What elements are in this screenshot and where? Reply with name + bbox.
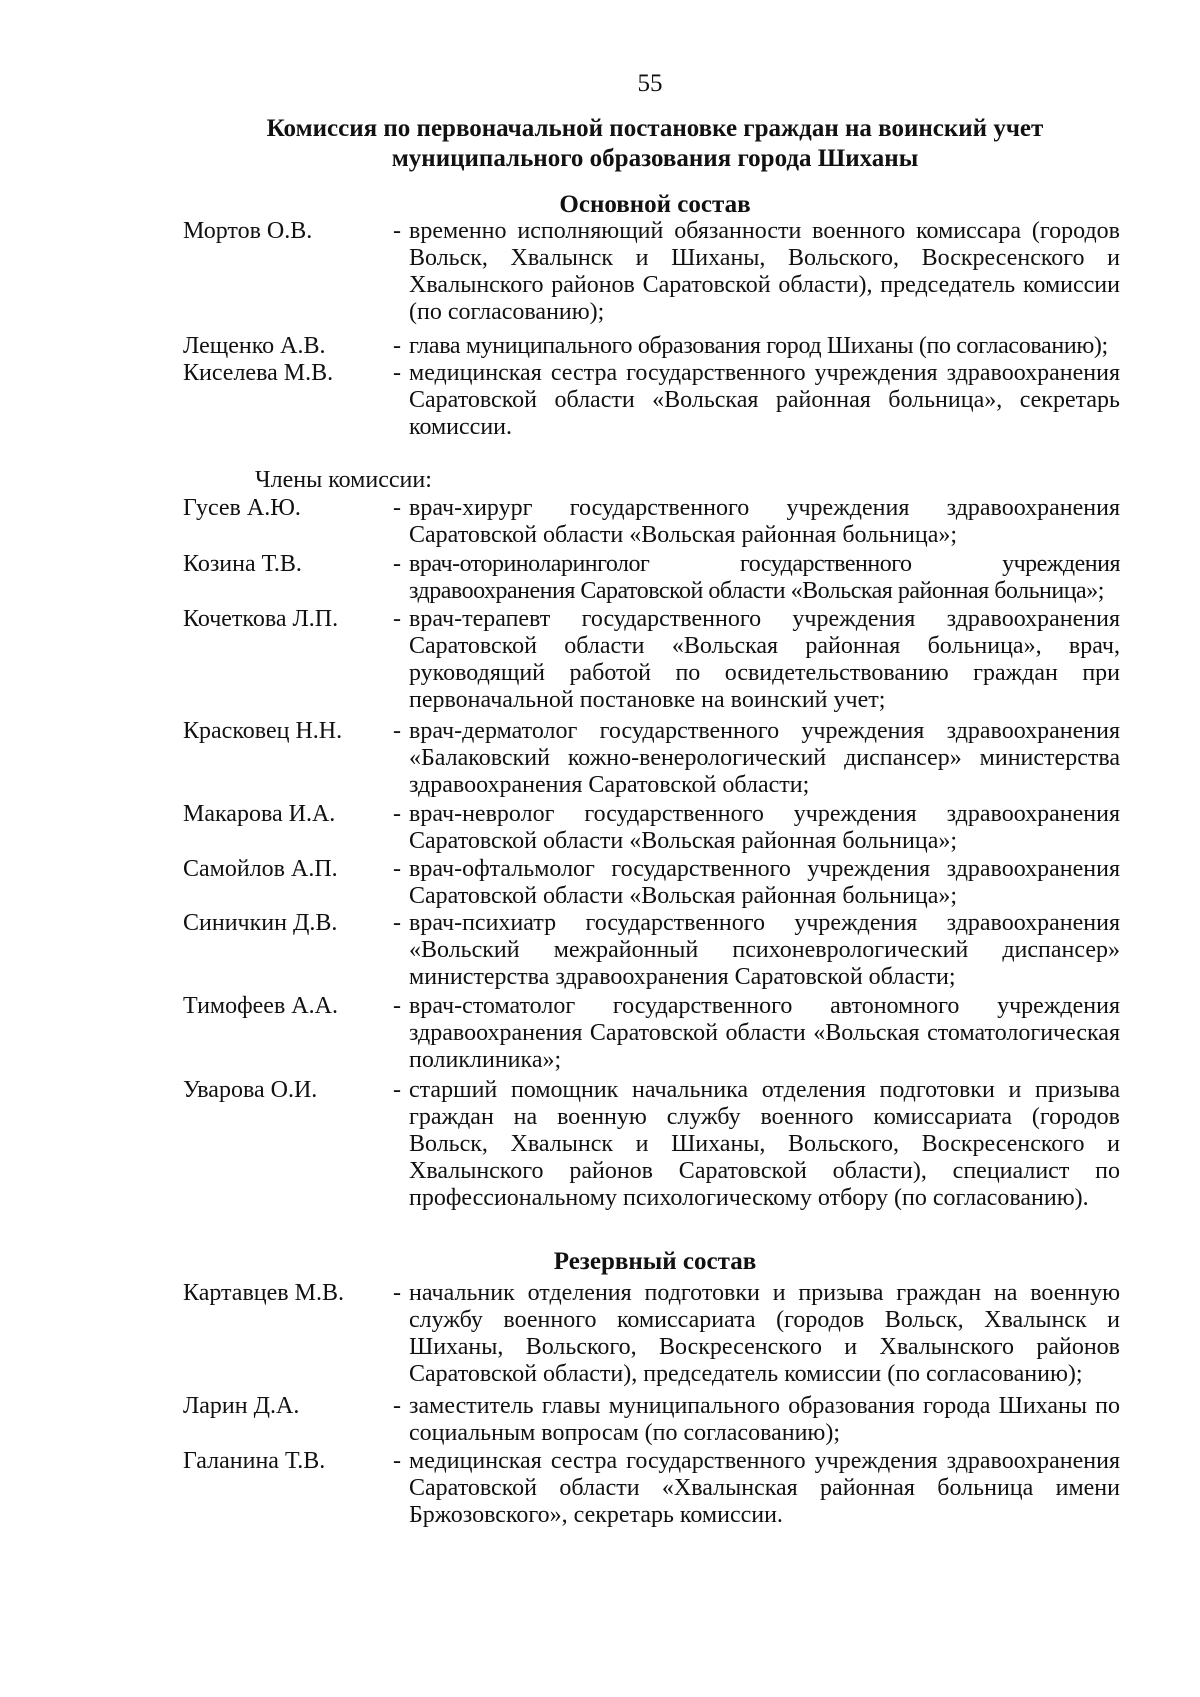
member-name: Киселева М.В.: [183, 360, 334, 386]
member-role: врач-невролог государственного учреждения здравоохранения Саратовской области «Вольская районная больница»;: [409, 801, 1120, 854]
dash: -: [393, 218, 401, 244]
title-line-1: Комиссия по первоначальной постановке граждан на воинский учет: [266, 115, 1044, 142]
member-role: врач-терапевт государственного учреждения здравоохранения Саратовской области «Вольская районная больница», врач, руководящий работой по освидетельствованию граждан при первоначальной постановке на воинский учет;: [409, 606, 1120, 713]
dash: -: [393, 551, 401, 577]
member-role: временно исполняющий обязанности военного комиссара (городов Вольск, Хвалынск и Шиханы, Вольского, Воскресенского и Хвалынского районов Саратовской области), председатель комиссии (по согласованию);: [409, 218, 1120, 325]
dash: -: [393, 1280, 401, 1306]
member-name: Лещенко А.В.: [183, 333, 326, 359]
dash: -: [393, 910, 401, 936]
member-name: Козина Т.В.: [183, 551, 302, 577]
member-role: глава муниципального образования город Шиханы (по согласованию);: [409, 333, 1108, 359]
dash: -: [393, 360, 401, 386]
member-role: медицинская сестра государственного учреждения здравоохранения Саратовской области «Хвалынская районная больница имени Бржозовского», секретарь комиссии.: [409, 1448, 1120, 1528]
member-role: врач-дерматолог государственного учреждения здравоохранения «Балаковский кожно-венерологический диспансер» министерства здравоохранения Саратовской области;: [409, 718, 1120, 798]
member-name: Ларин Д.А.: [183, 1393, 300, 1419]
member-role: старший помощник начальника отделения подготовки и призыва граждан на военную службу военного комиссариата (городов Вольск, Хвалынск и Шиханы, Вольского, Воскресенского и Хвалынского районов Саратовской области), специалист по профессиональному психологическому отбору (по согласованию).: [409, 1077, 1120, 1211]
dash: -: [393, 1448, 401, 1474]
member-role: заместитель главы муниципального образования города Шиханы по социальным вопросам (по согласованию);: [409, 1393, 1120, 1446]
member-name: Синичкин Д.В.: [183, 910, 338, 936]
reserve-composition-heading: Резервный состав: [553, 1248, 757, 1275]
dash: -: [393, 718, 401, 744]
document-title: [190, 114, 1120, 174]
member-role: врач-хирург государственного учреждения здравоохранения Саратовской области «Вольская районная больница»;: [409, 495, 1120, 548]
dash: -: [393, 993, 401, 1019]
member-name: Галанина Т.В.: [183, 1448, 326, 1474]
member-role: начальник отделения подготовки и призыва граждан на военную службу военного комиссариата (городов Вольск, Хвалынск и Шиханы, Вольского, Воскресенского и Хвалынского районов Саратовской области), председатель комиссии (по согласованию);: [409, 1280, 1120, 1387]
dash: -: [393, 606, 401, 632]
page-number: 55: [637, 70, 663, 97]
dash: -: [393, 1077, 401, 1103]
member-role: медицинская сестра государственного учреждения здравоохранения Саратовской области «Вольская районная больница», секретарь комиссии.: [409, 360, 1120, 440]
dash: -: [393, 1393, 401, 1419]
member-name: Макарова И.А.: [183, 801, 336, 827]
main-composition-heading: Основной состав: [559, 191, 751, 218]
member-name: Тимофеев А.А.: [183, 993, 338, 1019]
member-role: врач-стоматолог государственного автономного учреждения здравоохранения Саратовской области «Вольская стоматологическая поликлиника»;: [409, 993, 1120, 1073]
member-role: врач-психиатр государственного учреждения здравоохранения «Вольский межрайонный психоневрологический диспансер» министерства здравоохранения Саратовской области;: [409, 910, 1120, 990]
member-role: врач-оториноларинголог государственного учреждения здравоохранения Саратовской области «Вольская районная больница»;: [409, 551, 1120, 604]
member-name: Кочеткова Л.П.: [183, 606, 339, 632]
member-name: Гусев А.Ю.: [183, 495, 301, 521]
member-role: врач-офтальмолог государственного учреждения здравоохранения Саратовской области «Вольская районная больница»;: [409, 856, 1120, 909]
member-name: Самойлов А.П.: [183, 856, 338, 882]
dash: -: [393, 495, 401, 521]
member-name: Картавцев М.В.: [183, 1280, 344, 1306]
dash: -: [393, 801, 401, 827]
member-name: Красковец Н.Н.: [183, 718, 343, 744]
title-line-2: муниципального образования города Шиханы: [391, 145, 919, 172]
member-name: Мортов О.В.: [183, 218, 313, 244]
dash: -: [393, 856, 401, 882]
members-heading: Члены комиссии:: [255, 467, 432, 493]
member-name: Уварова О.И.: [183, 1077, 318, 1103]
dash: -: [393, 333, 401, 359]
